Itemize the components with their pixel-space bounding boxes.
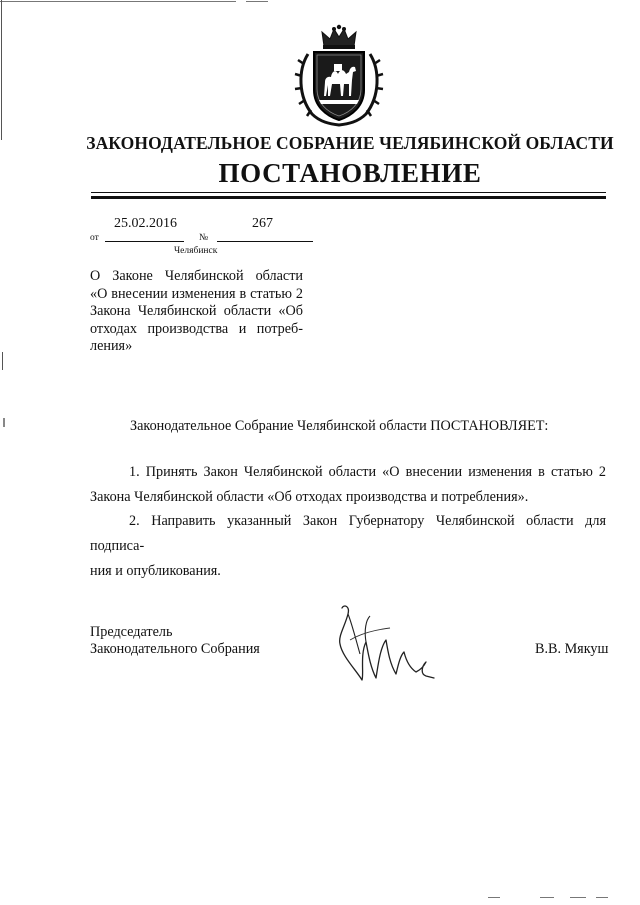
- item-1-line-1: 1. Принять Закон Челябинской области «О внесении изменения в статью 2: [129, 464, 606, 480]
- scan-edge-mark: [540, 897, 554, 898]
- scan-edge-mark: [596, 897, 608, 898]
- date-field-line: [105, 241, 184, 242]
- organization-title: ЗАКОНОДАТЕЛЬНОЕ СОБРАНИЕ ЧЕЛЯБИНСКОЙ ОБЛАСТИ: [86, 133, 614, 153]
- chelyabinsk-coat-of-arms-icon: [294, 24, 384, 128]
- document-number: 267: [252, 216, 273, 231]
- scan-edge-mark: [488, 897, 500, 898]
- resolution-preamble: Законодательное Собрание Челябинской области ПОСТАНОВЛЯЕТ:: [130, 418, 549, 434]
- scan-edge-line: [2, 352, 3, 370]
- number-prefix-label: №: [199, 233, 209, 243]
- date-prefix-label: от: [90, 233, 99, 243]
- subject-line: ления»: [90, 338, 133, 355]
- subject-line: О Законе Челябинской области: [90, 268, 303, 284]
- header-rule: [91, 192, 606, 193]
- item-2-line-1: 2. Направить указанный Закон Губернатору Челябинской области для подписа-: [90, 513, 606, 554]
- header-rule-thick: [91, 196, 606, 199]
- signatory-title: [90, 624, 260, 658]
- place-label: Челябинск: [174, 246, 218, 256]
- item-1-line-2: Закона Челябинской области «Об отходах производства и потребления».: [90, 489, 529, 505]
- scan-edge-mark: [570, 897, 586, 898]
- number-field-line: [217, 241, 313, 242]
- signatory-name: В.В. Мякуш: [535, 641, 609, 657]
- subject-line: отходах производства и потреб-: [90, 320, 303, 337]
- resolution-item-2: [90, 509, 606, 584]
- subject-line: Закона Челябинской области «Об: [90, 303, 303, 320]
- document-subject: [90, 268, 303, 356]
- document-date: 25.02.2016: [114, 216, 177, 231]
- scan-edge-line: [0, 1, 236, 2]
- signatory-title-line: Законодательного Собрания: [90, 641, 260, 657]
- subject-line: «О внесении изменения в статью 2: [90, 285, 303, 302]
- item-2-line-2: ния и опубликования.: [90, 563, 221, 579]
- signatory-title-line: Председатель: [90, 624, 173, 640]
- scan-edge-mark: [3, 418, 5, 427]
- document-type-heading: ПОСТАНОВЛЕНИЕ: [218, 158, 482, 188]
- resolution-item-1: [90, 460, 606, 510]
- scan-edge-line: [1, 0, 2, 140]
- handwritten-signature-icon: [330, 600, 438, 692]
- scan-edge-line: [246, 1, 268, 2]
